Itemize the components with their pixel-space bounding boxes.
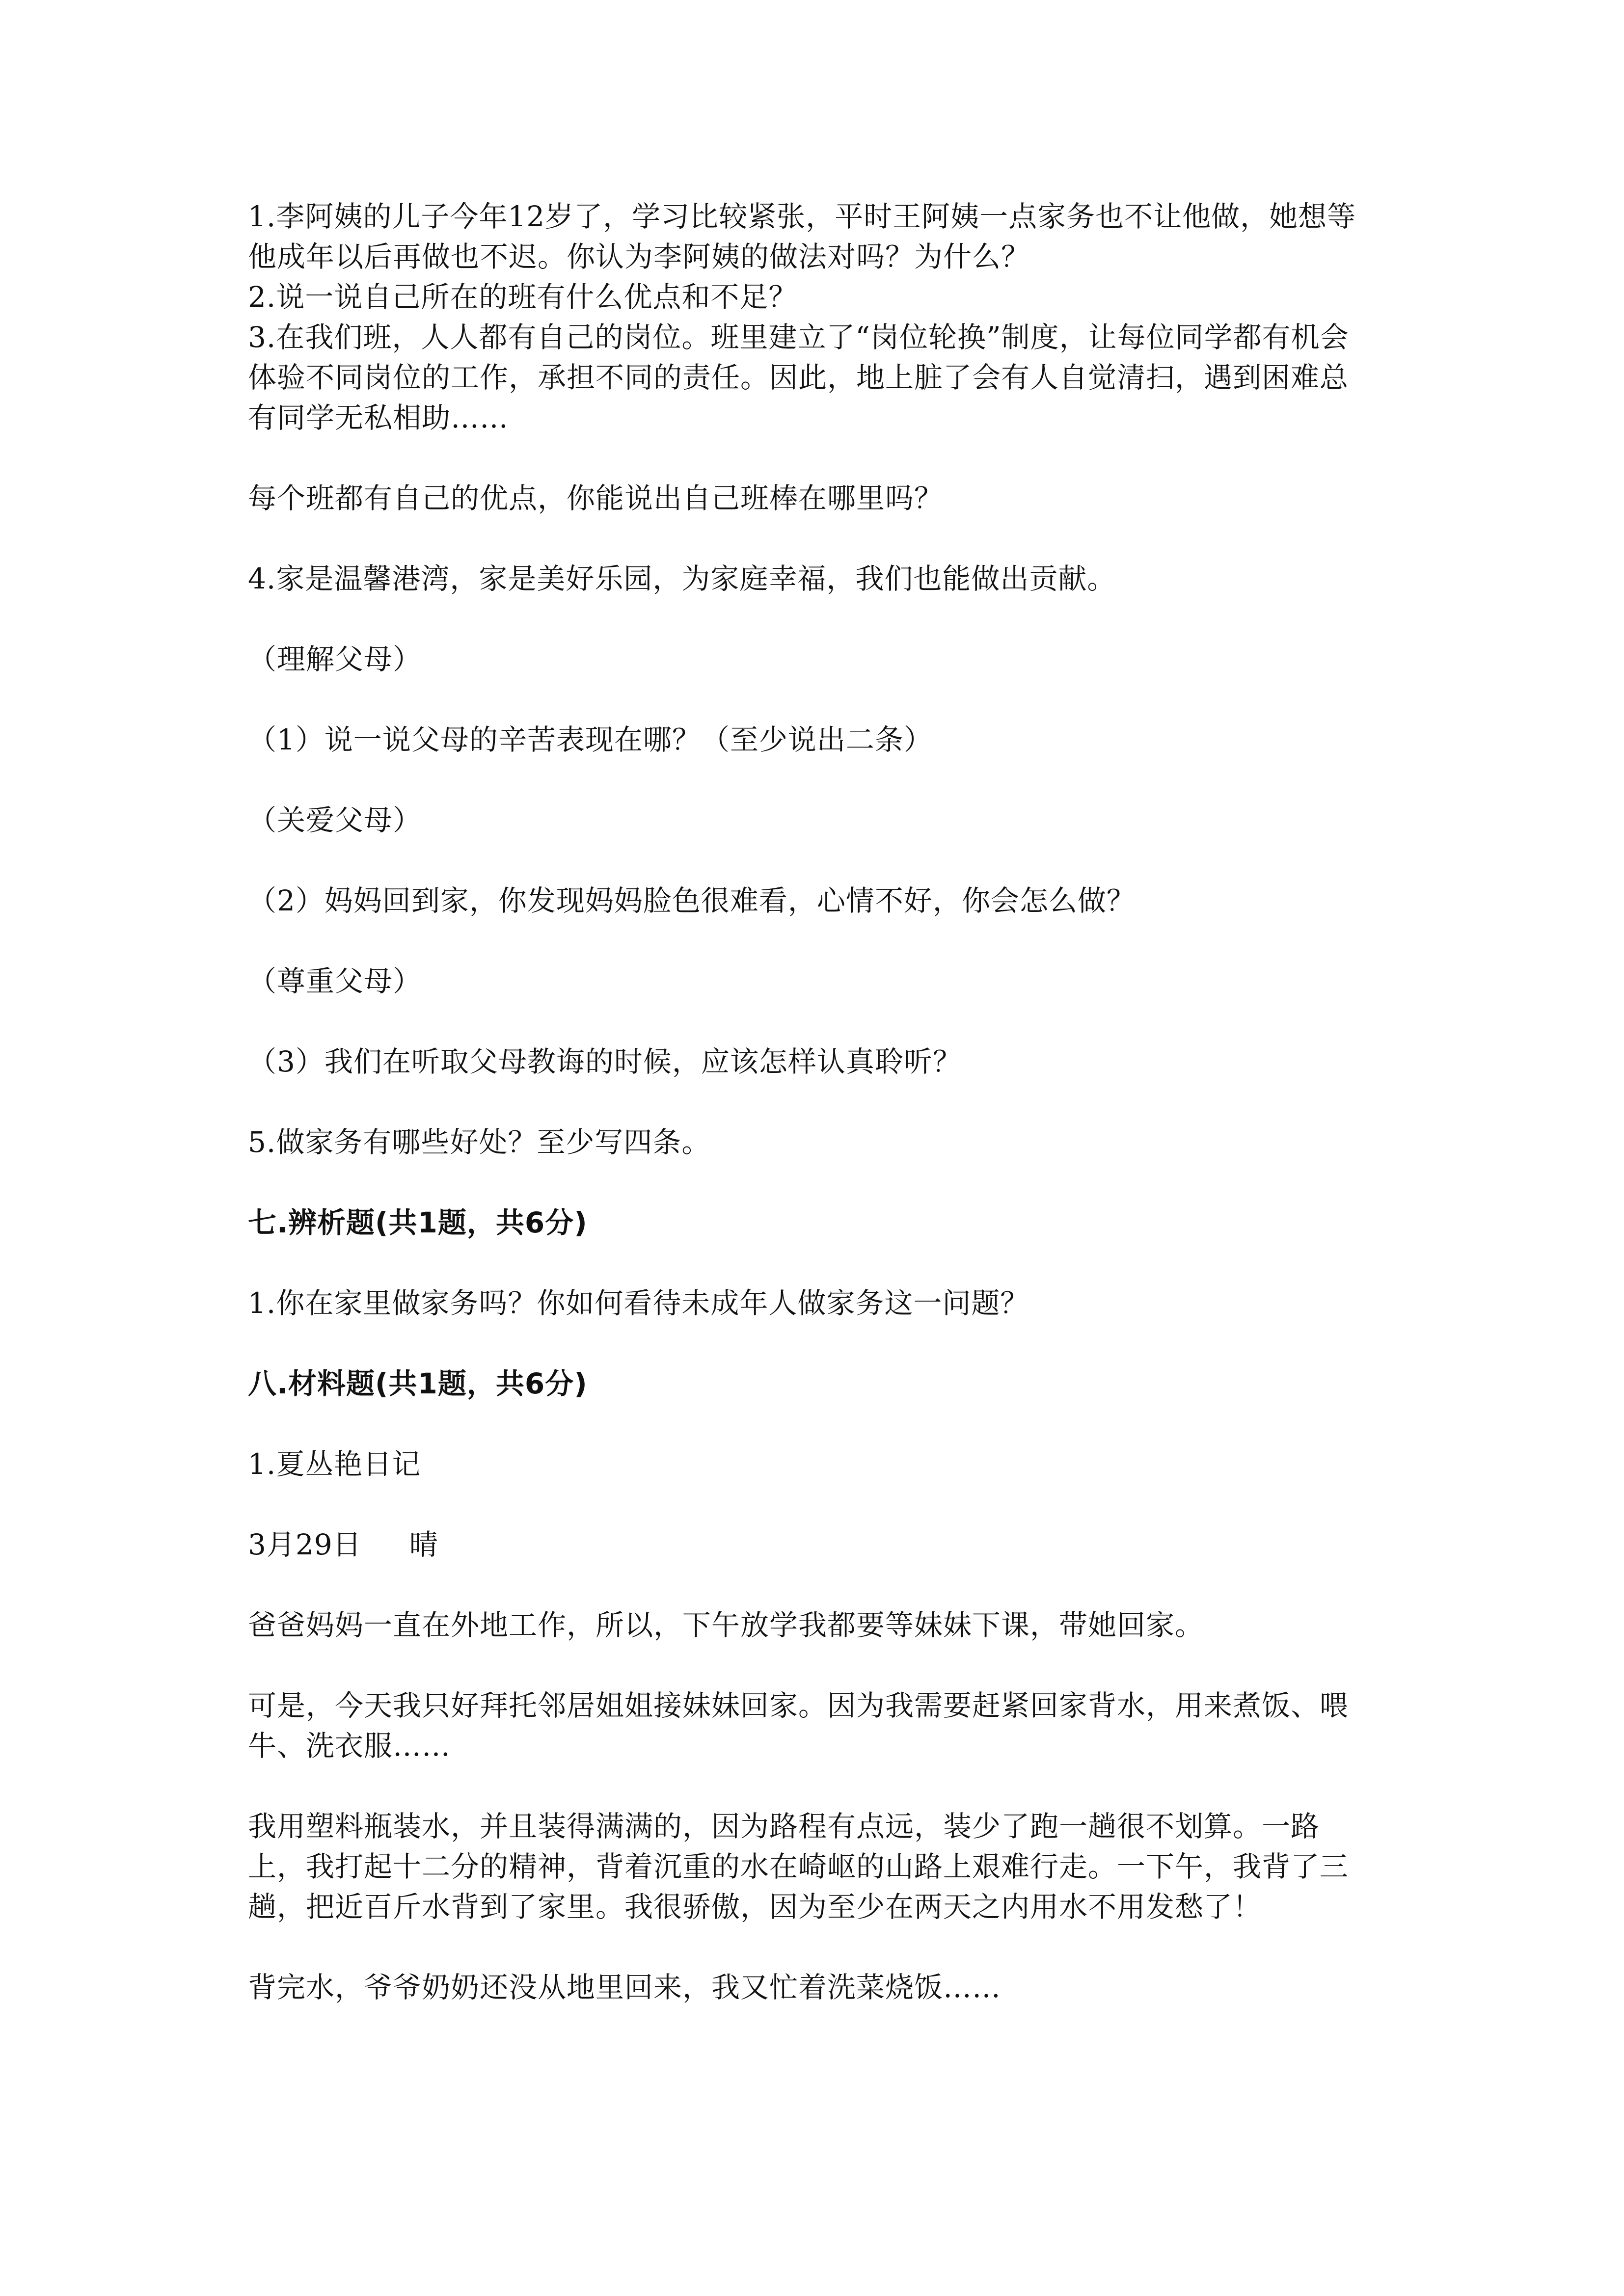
diary-paragraph-2: 可是，今天我只好拜托邻居姐姐接妹妹回家。因为我需要赶紧回家背水，用来煮饭、喂牛、洗衣服……: [248, 1689, 1349, 1762]
question-4-sub-1: （1）说一说父母的辛苦表现在哪？（至少说出二条）: [248, 723, 933, 756]
question-4-label-care: （关爱父母）: [248, 803, 422, 837]
question-4-label-respect: （尊重父母）: [248, 964, 422, 998]
diary-paragraph-1: 爸爸妈妈一直在外地工作，所以，下午放学我都要等妹妹下课，带她回家。: [248, 1608, 1204, 1642]
section-7-question-1: 1.你在家里做家务吗？你如何看待未成年人做家务这一问题？: [248, 1286, 1029, 1320]
question-3: 3.在我们班，人人都有自己的岗位。班里建立了“岗位轮换”制度，让每位同学都有机会体验不同岗位的工作，承担不同的责任。因此，地上脏了会有人自觉清扫，遇到困难总有同学无私相助……: [248, 320, 1349, 434]
question-4-sub-2: （2）妈妈回到家，你发现妈妈脸色很难看，心情不好，你会怎么做？: [248, 884, 1136, 917]
section-7-title: 七.辨析题(共1题，共6分): [248, 1206, 588, 1239]
page-content: [248, 196, 1377, 2007]
question-3-prompt: 每个班都有自己的优点，你能说出自己班棒在哪里吗？: [248, 481, 944, 515]
question-2: 2.说一说自己所在的班有什么优点和不足？: [248, 280, 798, 314]
question-5: 5.做家务有哪些好处？至少写四条。: [248, 1125, 711, 1159]
question-4: 4.家是温馨港湾，家是美好乐园，为家庭幸福，我们也能做出贡献。: [248, 562, 1116, 595]
section-8-title: 八.材料题(共1题，共6分): [248, 1367, 588, 1400]
question-4-sub-3: （3）我们在听取父母教诲的时候，应该怎样认真聆听？: [248, 1045, 962, 1078]
question-4-label-understand: （理解父母）: [248, 642, 422, 676]
diary-date: 3月29日 晴: [248, 1528, 438, 1561]
question-1: 1.李阿姨的儿子今年12岁了，学习比较紧张，平时王阿姨一点家务也不让他做，她想等他成年以后再做也不迟。你认为李阿姨的做法对吗？为什么？: [248, 200, 1356, 273]
diary-paragraph-4: 背完水，爷爷奶奶还没从地里回来，我又忙着洗菜烧饭……: [248, 1971, 1001, 2004]
section-8-question-1: 1.夏丛艳日记: [248, 1447, 421, 1481]
diary-paragraph-3: 我用塑料瓶装水，并且装得满满的，因为路程有点远，装少了跑一趟很不划算。一路上，我打起十二分的精神，背着沉重的水在崎岖的山路上艰难行走。一下午，我背了三趟，把近百斤水背到了家里。我很骄傲，因为至少在两天之内用水不用发愁了！: [248, 1810, 1349, 1923]
